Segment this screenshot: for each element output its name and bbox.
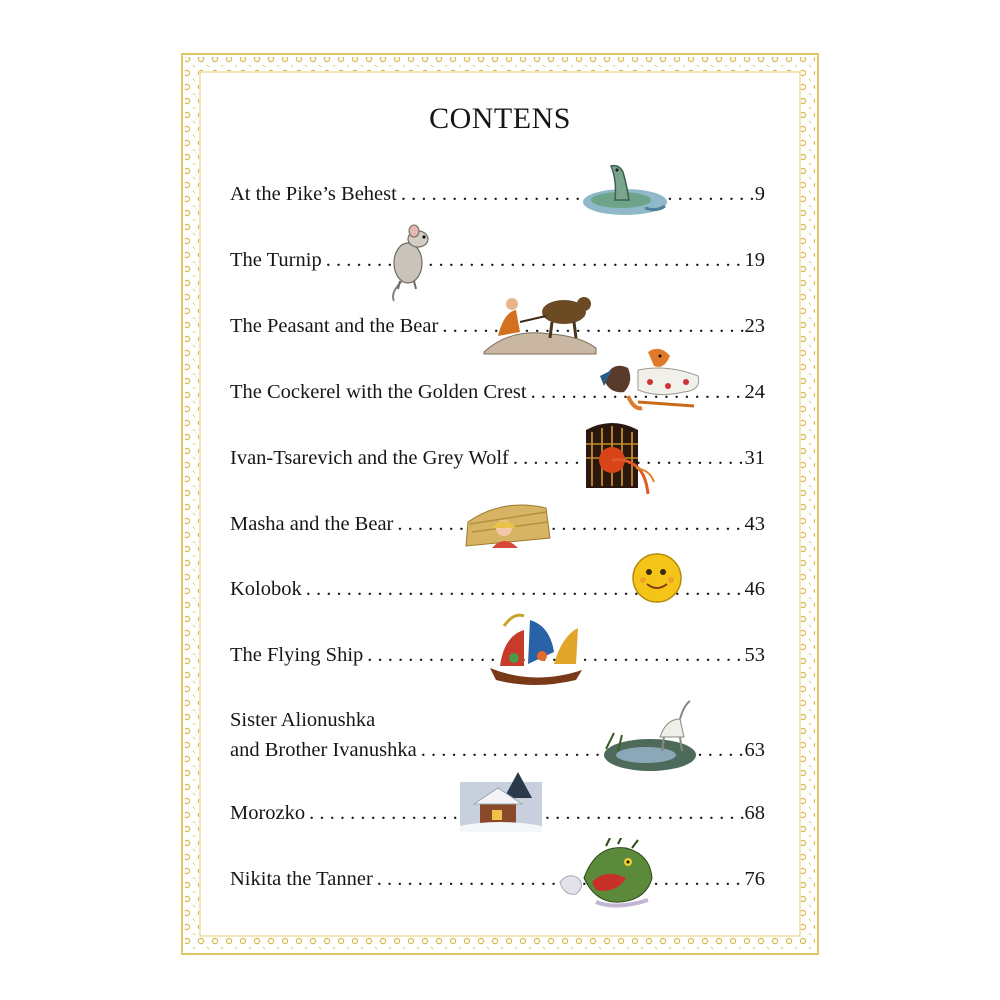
toc-entry-turnip[interactable]	[230, 248, 765, 272]
winter-hut-icon	[458, 768, 544, 834]
toc-entry-title: The Peasant and the Bear	[230, 315, 439, 337]
toc-entry-page: 53	[744, 644, 765, 666]
toc-entry-page: 9	[754, 183, 765, 205]
toc-entry-pike[interactable]	[230, 182, 765, 206]
kolobok-face-icon	[627, 550, 687, 606]
toc-entry-title: At the Pike’s Behest	[230, 183, 397, 205]
toc-entry-title: The Flying Ship	[230, 644, 364, 666]
toc-entry-title: Masha and the Bear	[230, 513, 394, 535]
toc-entry-page: 46	[744, 578, 765, 600]
toc-entry-title: Nikita the Tanner	[230, 868, 373, 890]
toc-entry-page: 24	[744, 381, 765, 403]
mouse-icon	[380, 223, 442, 303]
toc-entry-page: 76	[744, 868, 765, 890]
toc-entry-title: Kolobok	[230, 578, 302, 600]
pike-icon	[575, 160, 671, 222]
toc-entry-page: 63	[744, 739, 765, 761]
toc-entry-page: 43	[744, 513, 765, 535]
fox-cockerel-icon	[598, 346, 710, 416]
toc-entry-title: Morozko	[230, 802, 306, 824]
toc-entry-ivan-tsarevich[interactable]	[230, 446, 765, 470]
toc-entry-title-line1: Sister Alionushka	[230, 709, 376, 731]
peasant-plowing-icon	[480, 282, 600, 356]
toc-entry-page: 68	[744, 802, 765, 824]
toc-entry-title-line2: and Brother Ivanushka	[230, 739, 417, 761]
toc-entry-title: Ivan-Tsarevich and the Grey Wolf	[230, 447, 509, 469]
firebird-cage-icon	[582, 418, 662, 500]
toc-entry-page: 23	[744, 315, 765, 337]
dot-leader	[393, 512, 744, 536]
toc-entry-title: The Turnip	[230, 249, 322, 271]
basket-girl-icon	[462, 498, 552, 548]
page-title: CONTENS	[429, 102, 571, 135]
goat-pond-icon	[600, 697, 704, 779]
toc-entry-page: 19	[744, 249, 765, 271]
toc-entry-page: 31	[744, 447, 765, 469]
toc-entry-nikita[interactable]	[230, 867, 765, 891]
toc-entry-title: The Cockerel with the Golden Crest	[230, 381, 527, 403]
dragon-icon	[556, 838, 660, 910]
flying-ship-icon	[484, 606, 588, 690]
